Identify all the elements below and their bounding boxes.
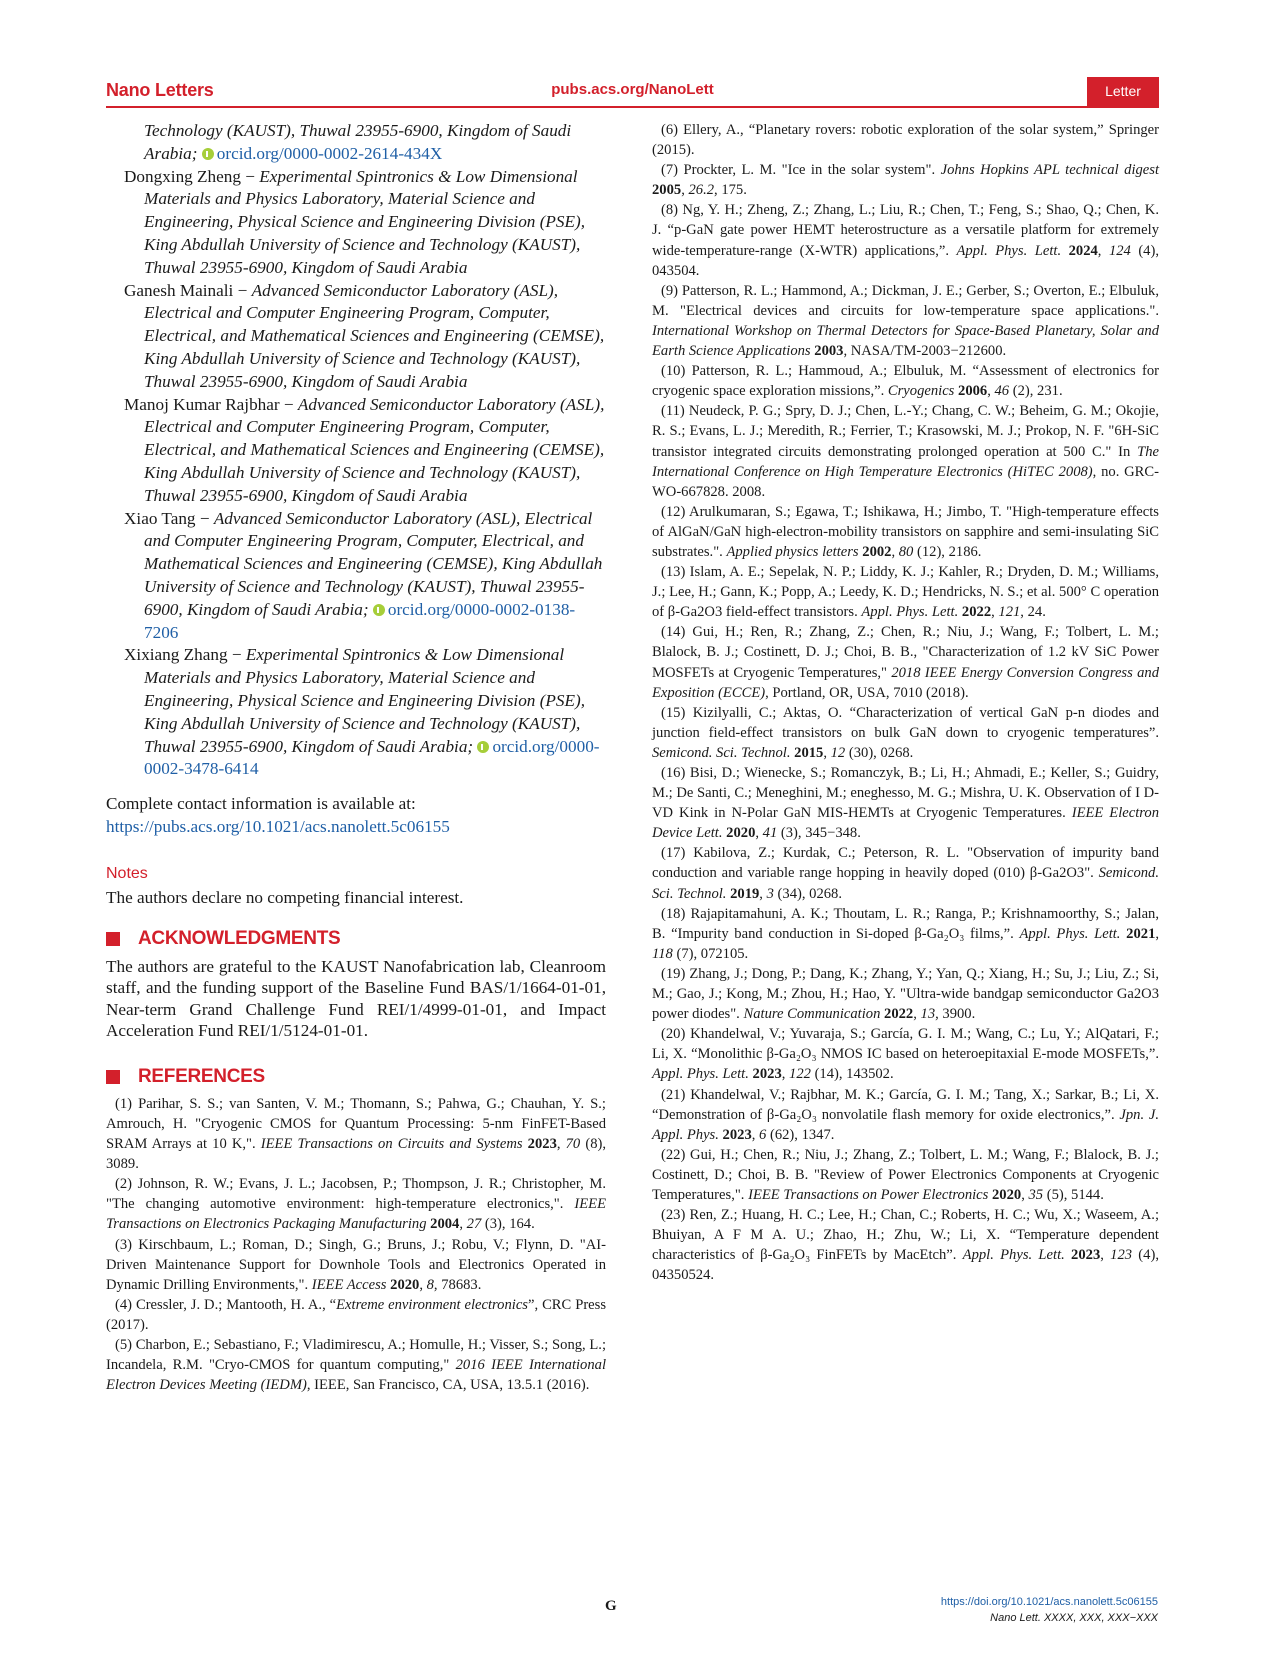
reference-journal: Semicond. Sci. Technol. <box>652 744 791 761</box>
reference-journal: Semicond. Sci. Technol. <box>652 865 1159 902</box>
author-entry: Xixiang Zhang − Experimental Spintronics & Low Dimensional Materials and Physics Laboratory, Material Science and Engineering, Physical Science and Engineering Division (PSE), King Abdullah University of Science and Technology (KAUST), Thuwal 23955-6900, Kingdom of Saudi Arabia; orcid.org/0000-0002-3478-6414 <box>124 645 600 779</box>
citation-line: Nano Lett. XXXX, XXX, XXX−XXX <box>990 1612 1158 1624</box>
author-entry: Dongxing Zheng − Experimental Spintronics & Low Dimensional Materials and Physics Laboratory, Material Science and Engineering, Physical Science and Engineering Division (PSE), King Abdullah University of Science and Technology (KAUST), Thuwal 23955-6900, Kingdom of Saudi Arabia <box>124 166 586 277</box>
reference-year: 2004 <box>430 1216 460 1233</box>
reference-volume: 27 <box>466 1216 482 1233</box>
reference-journal: Appl. Phys. Lett. <box>861 604 959 621</box>
reference-journal: IEEE Electron Device Lett. <box>652 805 1159 842</box>
reference-journal: Jpn. J. Appl. Phys. <box>652 1106 1159 1143</box>
reference-item: (18) Rajapitamahuni, A. K.; Thoutam, L. R.; Ranga, P.; Krishnamoorthy, S.; Jalan, B. “Impurity band conduction in Si-doped β-Ga₂O₃ films,”. Appl. Phys. Lett. 2021, 118 (7), 072105. <box>652 905 1160 962</box>
reference-year: 2003 <box>814 343 844 360</box>
reference-journal: Appl. Phys. Lett. <box>1019 925 1121 942</box>
reference-item: (5) Charbon, E.; Sebastiano, F.; Vladimirescu, A.; Homulle, H.; Visser, S.; Song, L.; Incandela, R.M. "Cryo-CMOS for quantum computing," 2016 IEEE International Electron Devices Meeting (IEDM), IEEE, San Francisco, CA, USA, 13.5.1 (2016). <box>106 1337 606 1394</box>
left-column <box>106 120 606 1395</box>
reference-item: (13) Islam, A. E.; Sepelak, N. P.; Liddy, K. J.; Kahler, R.; Dryden, D. M.; Williams, J.; Lee, H.; Gann, K.; Popp, A.; Leedy, K. D.; Hendricks, N. S.; et al. 500° C operation of β-Ga2O3 field-effect transistors. Appl. Phys. Lett. 2022, 121, 24. <box>652 564 1159 621</box>
orcid-link[interactable]: orcid.org/0000-0002-3478-6414 <box>144 736 600 779</box>
reference-year: 2023 <box>527 1136 557 1153</box>
reference-volume: 118 <box>652 945 673 962</box>
reference-year: 2022 <box>961 604 992 621</box>
reference-item: (8) Ng, Y. H.; Zheng, Z.; Zhang, L.; Liu, R.; Chen, T.; Feng, S.; Shao, Q.; Chen, K. J. “p-GaN gate power HEMT heterostructure as a versatile platform for extremely wide-temperature-range (X-WTR) applications,”. Appl. Phys. Lett. 2024, 124 (4), 043504. <box>652 202 1159 279</box>
reference-year: 2023 <box>722 1126 752 1143</box>
doi-link[interactable]: https://doi.org/10.1021/acs.nanolett.5c06155 <box>940 1596 1158 1608</box>
author-affiliations <box>106 120 606 781</box>
reference-journal: 2016 IEEE International Electron Devices Meeting (IEDM) <box>106 1357 606 1394</box>
reference-year: 2002 <box>862 543 892 560</box>
section-square-icon <box>106 932 120 946</box>
reference-volume: 12 <box>830 744 846 761</box>
author-affiliation: Technology (KAUST), Thuwal 23955-6900, Kingdom of Saudi Arabia; <box>144 121 572 163</box>
reference-volume: 26.2 <box>688 182 715 199</box>
reference-volume: 3 <box>766 885 774 902</box>
reference-item: (3) Kirschbaum, L.; Roman, D.; Singh, G.; Bruns, J.; Robu, V.; Flynn, D. "AI-Driven Maintenance Support for Downhole Tools and Electronics Operated in Dynamic Drilling Environments,". IEEE Access 2020, 8, 78683. <box>106 1236 606 1293</box>
reference-volume: 70 <box>565 1136 581 1153</box>
reference-item: (14) Gui, H.; Ren, R.; Zhang, Z.; Chen, R.; Niu, J.; Wang, F.; Tolbert, L. M.; Blalock, B. J.; Costinett, D. J.; Choi, B. B., "Characterization of 1.2 kV SiC Power MOSFETs at Cryogenic Temperatures," 2018 IEEE Energy Conversion Congress and Exposition (ECCE), Portland, OR, USA, 7010 (2018). <box>652 624 1159 701</box>
reference-journal: IEEE Transactions on Circuits and Systems <box>260 1136 523 1153</box>
contact-info <box>106 793 606 839</box>
reference-year: 2024 <box>1068 242 1098 259</box>
reference-year: 2019 <box>730 885 760 902</box>
reference-volume: 123 <box>1110 1247 1133 1264</box>
reference-journal: 2018 IEEE Energy Conversion Congress and Exposition (ECCE) <box>652 664 1159 701</box>
reference-volume: 6 <box>759 1126 767 1143</box>
reference-item: (1) Parihar, S. S.; van Santen, V. M.; Thomann, S.; Pahwa, G.; Chauhan, Y. S.; Amrouch, H. "Cryogenic CMOS for Quantum Processing: 5-nm FinFET-Based SRAM Arrays at 10 K,". IEEE Transactions on Circuits and Systems 2023, 70 (8), 3089. <box>106 1095 606 1173</box>
reference-volume: 124 <box>1108 242 1131 259</box>
page-header <box>106 78 1159 108</box>
orcid-icon <box>373 604 385 616</box>
reference-year: 2005 <box>652 182 682 199</box>
reference-item: (4) Cressler, J. D.; Mantooth, H. A., “Extreme environment electronics”, CRC Press (2017). <box>106 1296 607 1333</box>
reference-item: (12) Arulkumaran, S.; Egawa, T.; Ishikawa, H.; Jimbo, T. "High-temperature effects of AlGaN/GaN high-electron-mobility transistors on sapphire and semi-insulating SiC substrates.". Applied physics letters 2002, 80 (12), 2186. <box>652 503 1159 560</box>
reference-item: (17) Kabilova, Z.; Kurdak, C.; Peterson, R. L. "Observation of impurity band conduction and variable range hopping in heavily doped (010) β-Ga2O3". Semicond. Sci. Technol. 2019, 3 (34), 0268. <box>652 845 1159 902</box>
references-heading: REFERENCES <box>106 1066 606 1088</box>
orcid-icon <box>202 148 214 160</box>
author-affiliation: Advanced Semiconductor Laboratory (ASL), Electrical and Computer Engineering Program, Computer, Electrical, and Mathematical Sciences and Engineering (CEMSE), King Abdullah University of Science and Technology (KAUST), Thuwal 23955-6900, Kingdom of Saudi Arabia <box>144 394 605 505</box>
reference-journal: Appl. Phys. Lett. <box>652 1066 749 1083</box>
contact-label: Complete contact information is available at: <box>106 794 416 814</box>
reference-item: (16) Bisi, D.; Wienecke, S.; Romanczyk, B.; Li, H.; Ahmadi, E.; Keller, S.; Guidry, M.; De Santi, C.; Meneghini, M.; eneghesso, M. G.; Mishra, U. K. Observation of I D-VD Kink in N-Polar GaN MIS-HEMTs at Cryogenic Temperatures. IEEE Electron Device Lett. 2020, 41 (3), 345−348. <box>652 765 1159 842</box>
reference-item: (2) Johnson, R. W.; Evans, J. L.; Jacobsen, P.; Thompson, J. R.; Christopher, M. "The changing automotive environment: high-temperature electronics,". IEEE Transactions on Electronics Packaging Manufacturing 2004, 27 (3), 164. <box>106 1176 606 1233</box>
reference-volume: 41 <box>762 825 778 842</box>
reference-list-right <box>652 120 1159 1285</box>
section-square-icon <box>106 1070 120 1084</box>
reference-volume: 8 <box>426 1276 434 1293</box>
reference-journal: International Workshop on Thermal Detectors for Space-Based Planetary, Solar and Earth Science Applications <box>652 322 1159 360</box>
author-affiliation: Advanced Semiconductor Laboratory (ASL), Electrical and Computer Engineering Program, Computer, Electrical, and Mathematical Sciences and Engineering (CEMSE), King Abdullah University of Science and Technology (KAUST), Thuwal 23955-6900, Kingdom of Saudi Arabia <box>144 280 605 391</box>
contact-url-link[interactable]: https://pubs.acs.org/10.1021/acs.nanolett.5c06155 <box>106 816 450 836</box>
author-name: Ganesh Mainali <box>124 280 234 300</box>
reference-item: (19) Zhang, J.; Dong, P.; Dang, K.; Zhang, Y.; Yan, Q.; Xiang, H.; Su, J.; Liu, Z.; Si, M.; Gao, J.; Kong, M.; Zhou, H.; Hao, Y. "Ultra-wide bandgap semiconductor Ga2O3 power diodes". Nature Communication 2022, 13, 3900. <box>652 965 1159 1023</box>
reference-year: 2022 <box>884 1006 914 1023</box>
orcid-icon <box>477 741 489 753</box>
journal-site-link[interactable]: pubs.acs.org/NanoLett <box>551 81 714 98</box>
author-entry: Manoj Kumar Rajbhar − Advanced Semiconductor Laboratory (ASL), Electrical and Computer Engineering Program, Computer, Electrical, and Mathematical Sciences and Engineering (CEMSE), King Abdullah University of Science and Technology (KAUST), Thuwal 23955-6900, Kingdom of Saudi Arabia <box>124 394 605 505</box>
reference-journal: IEEE Access <box>311 1276 387 1293</box>
author-entry: Ganesh Mainali − Advanced Semiconductor Laboratory (ASL), Electrical and Computer Engineering Program, Computer, Electrical, and Mathematical Sciences and Engineering (CEMSE), King Abdullah University of Science and Technology (KAUST), Thuwal 23955-6900, Kingdom of Saudi Arabia <box>124 280 605 391</box>
acknowledgments-text: The authors are grateful to the KAUST Nanofabrication lab, Cleanroom staff, and the funding support of the Baseline Fund BAS/1/1664-01-01, Near-term Grand Challenge Fund REI/1/4999-01-01, and Impact Acceleration Fund REI/1/5124-01-01. <box>106 956 606 1041</box>
reference-year: 2021 <box>1126 925 1156 942</box>
reference-year: 2023 <box>752 1066 782 1083</box>
orcid-link[interactable]: orcid.org/0000-0002-0138-7206 <box>144 599 576 642</box>
reference-item: (9) Patterson, R. L.; Hammond, A.; Dickman, J. E.; Gerber, S.; Overton, E.; Elbuluk, M. "Electrical devices and circuits for low-temperature space applications.". International Workshop on Thermal Detectors for Space-Based Planetary, Solar and Earth Science Applications 2003, NASA/TM-2003−212600. <box>652 282 1159 360</box>
author-name: Manoj Kumar Rajbhar <box>124 394 280 414</box>
reference-item: (10) Patterson, R. L.; Hammoud, A.; Elbuluk, M. “Assessment of electronics for cryogenic space exploration missions,”. Cryogenics 2006, 46 (2), 231. <box>652 363 1159 400</box>
reference-journal: Nature Communication <box>743 1006 881 1023</box>
reference-year: 2020 <box>390 1276 420 1293</box>
reference-journal: The International Conference on High Temperature Electronics (HiTEC 2008) <box>652 443 1159 480</box>
author-name: Dongxing Zheng <box>124 166 241 186</box>
reference-journal: Cryogenics <box>887 383 955 400</box>
article-type-badge: Letter <box>1087 77 1159 106</box>
reference-journal: Appl. Phys. Lett. <box>962 1247 1065 1264</box>
reference-journal: IEEE Transactions on Power Electronics <box>748 1186 989 1203</box>
acknowledgments-heading: ACKNOWLEDGMENTS <box>106 928 606 950</box>
reference-volume: 13 <box>920 1006 936 1023</box>
notes-text: The authors declare no competing financial interest. <box>106 887 464 907</box>
reference-volume: 80 <box>898 543 914 560</box>
reference-volume: 122 <box>789 1066 811 1083</box>
reference-journal: Extreme environment electronics <box>336 1296 528 1313</box>
reference-year: 2015 <box>794 744 824 761</box>
reference-volume: 35 <box>1028 1186 1044 1203</box>
author-affiliation: Experimental Spintronics & Low Dimensional Materials and Physics Laboratory, Material Science and Engineering, Physical Science and Engineering Division (PSE), King Abdullah University of Science and Technology (KAUST), Thuwal 23955-6900, Kingdom of Saudi Arabia; <box>144 645 586 756</box>
reference-item: (7) Prockter, L. M. "Ice in the solar system". Johns Hopkins APL technical digest 2005, 26.2, 175. <box>652 162 1160 199</box>
page-number: G <box>605 1598 617 1614</box>
reference-journal: IEEE Transactions on Electronics Packaging Manufacturing <box>106 1196 606 1233</box>
reference-item: (22) Gui, H.; Chen, R.; Niu, J.; Zhang, Z.; Tolbert, L. M.; Wang, F.; Blalock, B. J.; Costinett, D.; Choi, B. B. "Review of Power Electronics Components at Cryogenic Temperatures,". IEEE Transactions on Power Electronics 2020, 35 (5), 5144. <box>652 1146 1159 1203</box>
reference-journal: Applied physics letters <box>726 543 859 560</box>
author-name: Xixiang Zhang <box>124 645 228 665</box>
author-affiliation: Experimental Spintronics & Low Dimensional Materials and Physics Laboratory, Material Science and Engineering, Physical Science and Engineering Division (PSE), King Abdullah University of Science and Technology (KAUST), Thuwal 23955-6900, Kingdom of Saudi Arabia <box>144 166 586 277</box>
reference-year: 2006 <box>958 383 988 400</box>
right-column <box>652 120 1159 1285</box>
author-affiliation: Advanced Semiconductor Laboratory (ASL), Electrical and Computer Engineering Program, Computer, Electrical, and Mathematical Sciences and Engineering (CEMSE), King Abdullah University of Science and Technology (KAUST), Thuwal 23955-6900, Kingdom of Saudi Arabia; <box>144 508 603 619</box>
reference-item: (23) Ren, Z.; Huang, H. C.; Lee, H.; Chan, C.; Roberts, H. C.; Wu, X.; Waseem, A.; Bhuiyan, A F M A. U.; Zhao, H.; Zhu, W.; Li, X. “Temperature dependent characteristics of β-Ga₂O₃ FinFETs by MacEtch”. Appl. Phys. Lett. 2023, 123 (4), 04350524. <box>652 1207 1159 1284</box>
reference-item: (21) Khandelwal, V.; Rajbhar, M. K.; García, G. I. M.; Tang, X.; Sarkar, B.; Li, X. “Demonstration of β-Ga₂O₃ nonvolatile flash memory for oxide electronics,”. Jpn. J. Appl. Phys. 2023, 6 (62), 1347. <box>652 1086 1159 1143</box>
reference-year: 2020 <box>992 1186 1022 1203</box>
reference-item: (20) Khandelwal, V.; Yuvaraja, S.; García, G. I. M.; Wang, C.; Lu, Y.; AlQatari, F.; Li, X. “Monolithic β-Ga₂O₃ NMOS IC based on heteroepitaxial E-mode MOSFETs,”. Appl. Phys. Lett. 2023, 122 (14), 143502. <box>652 1026 1159 1083</box>
reference-item: (15) Kizilyalli, C.; Aktas, O. “Characterization of vertical GaN p-n diodes and junction field-effect transistors on bulk GaN down to cryogenic temperatures”. Semicond. Sci. Technol. 2015, 12 (30), 0268. <box>652 704 1159 761</box>
notes-heading: Notes <box>106 864 148 882</box>
reference-item: (11) Neudeck, P. G.; Spry, D. J.; Chen, L.-Y.; Chang, C. W.; Beheim, G. M.; Okojie, R. S.; Evans, L. J.; Meredith, R.; Ferrier, T.; Krasowski, M. J.; Prokop, N. F. "6H-SiC transistor integrated circuits demonstrating prolonged operation at 500 C." In The International Conference on High Temperature Electronics (HiTEC 2008), no. GRC-WO-667828. 2008. <box>652 403 1159 500</box>
reference-year: 2023 <box>1071 1247 1101 1264</box>
author-name: Xiao Tang <box>124 508 196 528</box>
author-entry: Xiao Tang − Advanced Semiconductor Laboratory (ASL), Electrical and Computer Engineering Program, Computer, Electrical, and Mathematical Sciences and Engineering (CEMSE), King Abdullah University of Science and Technology (KAUST), Thuwal 23955-6900, Kingdom of Saudi Arabia; orcid.org/0000-0002-0138-7206 <box>124 508 603 642</box>
reference-journal: Appl. Phys. Lett. <box>956 242 1062 259</box>
journal-title: Nano Letters <box>106 80 214 100</box>
reference-item: (6) Ellery, A., “Planetary rovers: robotic exploration of the solar system,” Springer (2015). <box>652 122 1159 159</box>
orcid-link[interactable]: orcid.org/0000-0002-2614-434X <box>216 143 443 163</box>
reference-volume: 46 <box>994 383 1010 400</box>
reference-year: 2020 <box>726 825 756 842</box>
reference-journal: Johns Hopkins APL technical digest <box>940 162 1160 179</box>
author-entry <box>106 120 606 166</box>
reference-volume: 121 <box>998 604 1021 621</box>
reference-list-left <box>106 1094 606 1395</box>
